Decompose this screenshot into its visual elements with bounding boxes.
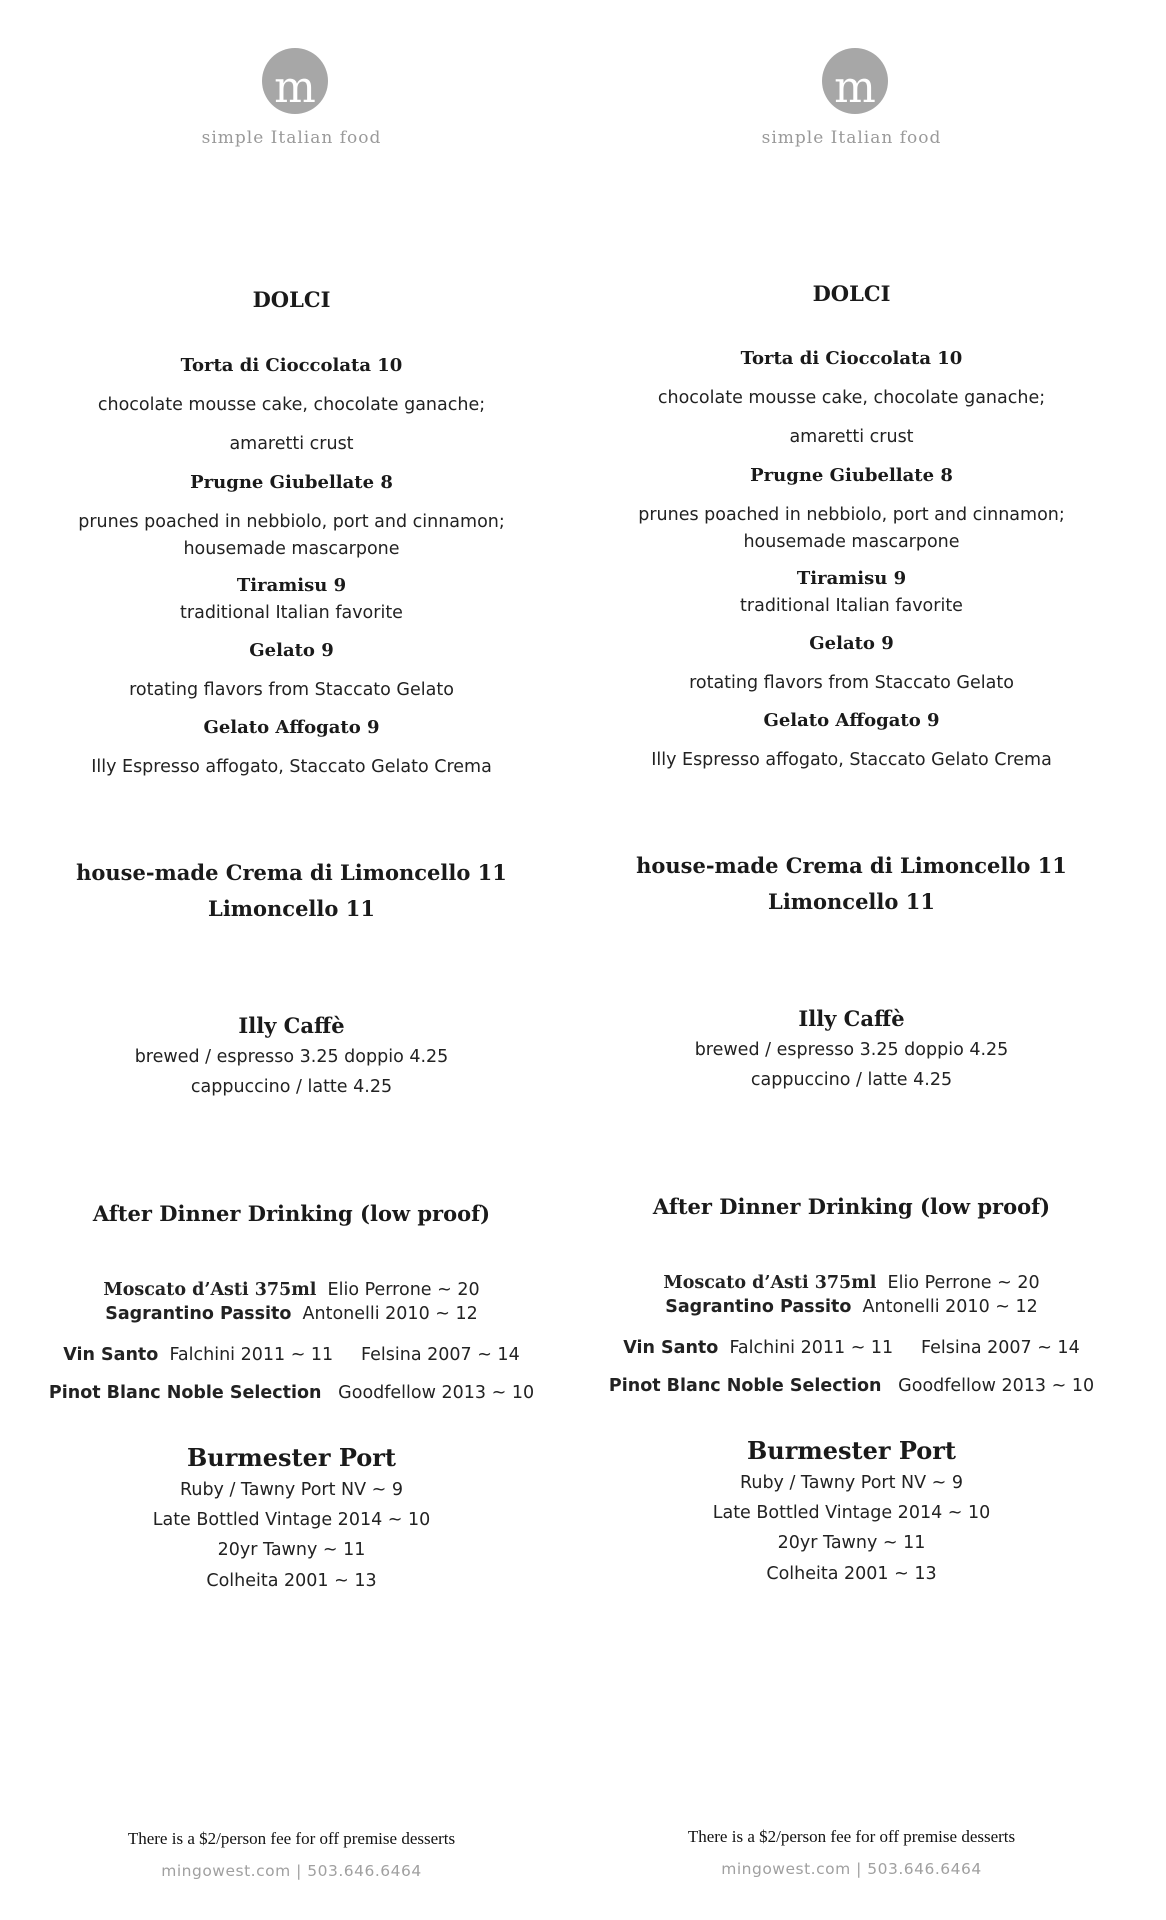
- port-title: Burmester Port: [186, 1443, 397, 1472]
- logo: [560, 48, 1143, 158]
- dessert-name: Gelato 9: [249, 640, 334, 661]
- caffe-title: Illy Caffè: [798, 1006, 905, 1031]
- dolci-title: DOLCI: [812, 281, 891, 306]
- wine-name: Vin Santo: [63, 1345, 159, 1365]
- wine-detail: Elio Perrone ~ 20: [887, 1273, 1040, 1293]
- dessert-name: Gelato 9: [809, 633, 894, 654]
- dessert-desc: chocolate mousse cake, chocolate ganache;: [657, 388, 1046, 408]
- limoncello-line: Limoncello 11: [208, 896, 375, 921]
- dessert-desc: housemade mascarpone: [183, 539, 400, 559]
- dessert-desc: Illy Espresso affogato, Staccato Gelato Crema: [651, 750, 1052, 770]
- caffe-line: cappuccino / latte 4.25: [190, 1077, 393, 1097]
- wine-name: Pinot Blanc Noble Selection: [608, 1376, 882, 1396]
- wine-name: Sagrantino Passito: [105, 1304, 292, 1324]
- caffe-line: cappuccino / latte 4.25: [750, 1070, 953, 1090]
- wine-line: [0, 1380, 583, 1407]
- after-dinner-title: After Dinner Drinking (low proof): [652, 1194, 1051, 1219]
- wine-detail: Falchini 2011 ~ 11: [729, 1338, 894, 1358]
- port-line: Late Bottled Vintage 2014 ~ 10: [152, 1510, 431, 1530]
- wine-detail: Felsina 2007 ~ 14: [921, 1338, 1080, 1358]
- fee-note: There is a $2/person fee for off premise desserts: [127, 1829, 456, 1848]
- limoncello-line: house-made Crema di Limoncello 11: [76, 860, 507, 885]
- dessert-desc: amaretti crust: [229, 434, 354, 454]
- dessert-desc: amaretti crust: [789, 427, 914, 447]
- wine-detail: Elio Perrone ~ 20: [327, 1280, 480, 1300]
- dolci-title: DOLCI: [252, 287, 331, 312]
- dessert-name: Gelato Affogato 9: [763, 710, 940, 731]
- port-line: 20yr Tawny ~ 11: [777, 1533, 926, 1553]
- dessert-name: Gelato Affogato 9: [203, 717, 380, 738]
- port-line: Ruby / Tawny Port NV ~ 9: [739, 1473, 964, 1493]
- dessert-desc: housemade mascarpone: [743, 532, 960, 552]
- menu-right: [560, 0, 1143, 1920]
- logo-mark: m: [834, 62, 876, 113]
- wine-detail: Antonelli 2010 ~ 12: [302, 1304, 478, 1324]
- dessert-name: Tiramisu 9: [236, 575, 347, 596]
- after-dinner-title: After Dinner Drinking (low proof): [92, 1201, 491, 1226]
- wine-detail: Goodfellow 2013 ~ 10: [898, 1376, 1095, 1396]
- wine-line: [560, 1335, 1143, 1362]
- port-line: Colheita 2001 ~ 13: [766, 1564, 937, 1584]
- dessert-desc: Illy Espresso affogato, Staccato Gelato Crema: [91, 757, 492, 777]
- limoncello-line: house-made Crema di Limoncello 11: [636, 853, 1067, 878]
- contact-line: mingowest.com | 503.646.6464: [161, 1862, 422, 1880]
- wine-name: Sagrantino Passito: [665, 1297, 852, 1317]
- wine-line: [560, 1373, 1143, 1400]
- port-line: Late Bottled Vintage 2014 ~ 10: [712, 1503, 991, 1523]
- port-line: Ruby / Tawny Port NV ~ 9: [179, 1480, 404, 1500]
- dessert-desc: rotating flavors from Staccato Gelato: [689, 673, 1014, 693]
- dessert-name: Tiramisu 9: [796, 568, 907, 589]
- wine-line: [0, 1277, 583, 1304]
- wine-line: [0, 1342, 583, 1369]
- dessert-desc: traditional Italian favorite: [180, 603, 403, 623]
- wine-detail: Goodfellow 2013 ~ 10: [338, 1383, 535, 1403]
- logo-tagline: simple Italian food: [201, 128, 382, 148]
- dessert-name: Prugne Giubellate 8: [190, 472, 393, 493]
- dessert-name: Prugne Giubellate 8: [750, 465, 953, 486]
- dessert-desc: prunes poached in nebbiolo, port and cinnamon;: [78, 512, 505, 532]
- logo: [0, 48, 583, 158]
- port-line: 20yr Tawny ~ 11: [217, 1540, 366, 1560]
- wine-detail: Falchini 2011 ~ 11: [169, 1345, 334, 1365]
- wine-line: [560, 1270, 1143, 1297]
- wine-name: Moscato d’Asti 375ml: [103, 1280, 317, 1300]
- wine-name: Vin Santo: [623, 1338, 719, 1358]
- dessert-desc: prunes poached in nebbiolo, port and cinnamon;: [638, 505, 1065, 525]
- dessert-desc: chocolate mousse cake, chocolate ganache;: [97, 395, 486, 415]
- contact-line: mingowest.com | 503.646.6464: [721, 1860, 982, 1878]
- fee-note: There is a $2/person fee for off premise desserts: [687, 1827, 1016, 1846]
- wine-detail: Antonelli 2010 ~ 12: [862, 1297, 1038, 1317]
- caffe-line: brewed / espresso 3.25 doppio 4.25: [134, 1047, 449, 1067]
- wine-line: [0, 1301, 583, 1328]
- wine-name: Moscato d’Asti 375ml: [663, 1273, 877, 1293]
- logo-tagline: simple Italian food: [761, 128, 942, 148]
- port-line: Colheita 2001 ~ 13: [206, 1571, 377, 1591]
- port-title: Burmester Port: [746, 1436, 957, 1465]
- wine-name: Pinot Blanc Noble Selection: [48, 1383, 322, 1403]
- dessert-desc: traditional Italian favorite: [740, 596, 963, 616]
- dessert-desc: rotating flavors from Staccato Gelato: [129, 680, 454, 700]
- limoncello-line: Limoncello 11: [768, 889, 935, 914]
- wine-detail: Felsina 2007 ~ 14: [361, 1345, 520, 1365]
- caffe-line: brewed / espresso 3.25 doppio 4.25: [694, 1040, 1009, 1060]
- logo-mark: m: [274, 62, 316, 113]
- caffe-title: Illy Caffè: [238, 1013, 345, 1038]
- dessert-name: Torta di Cioccolata 10: [180, 355, 403, 376]
- wine-line: [560, 1294, 1143, 1321]
- dessert-name: Torta di Cioccolata 10: [740, 348, 963, 369]
